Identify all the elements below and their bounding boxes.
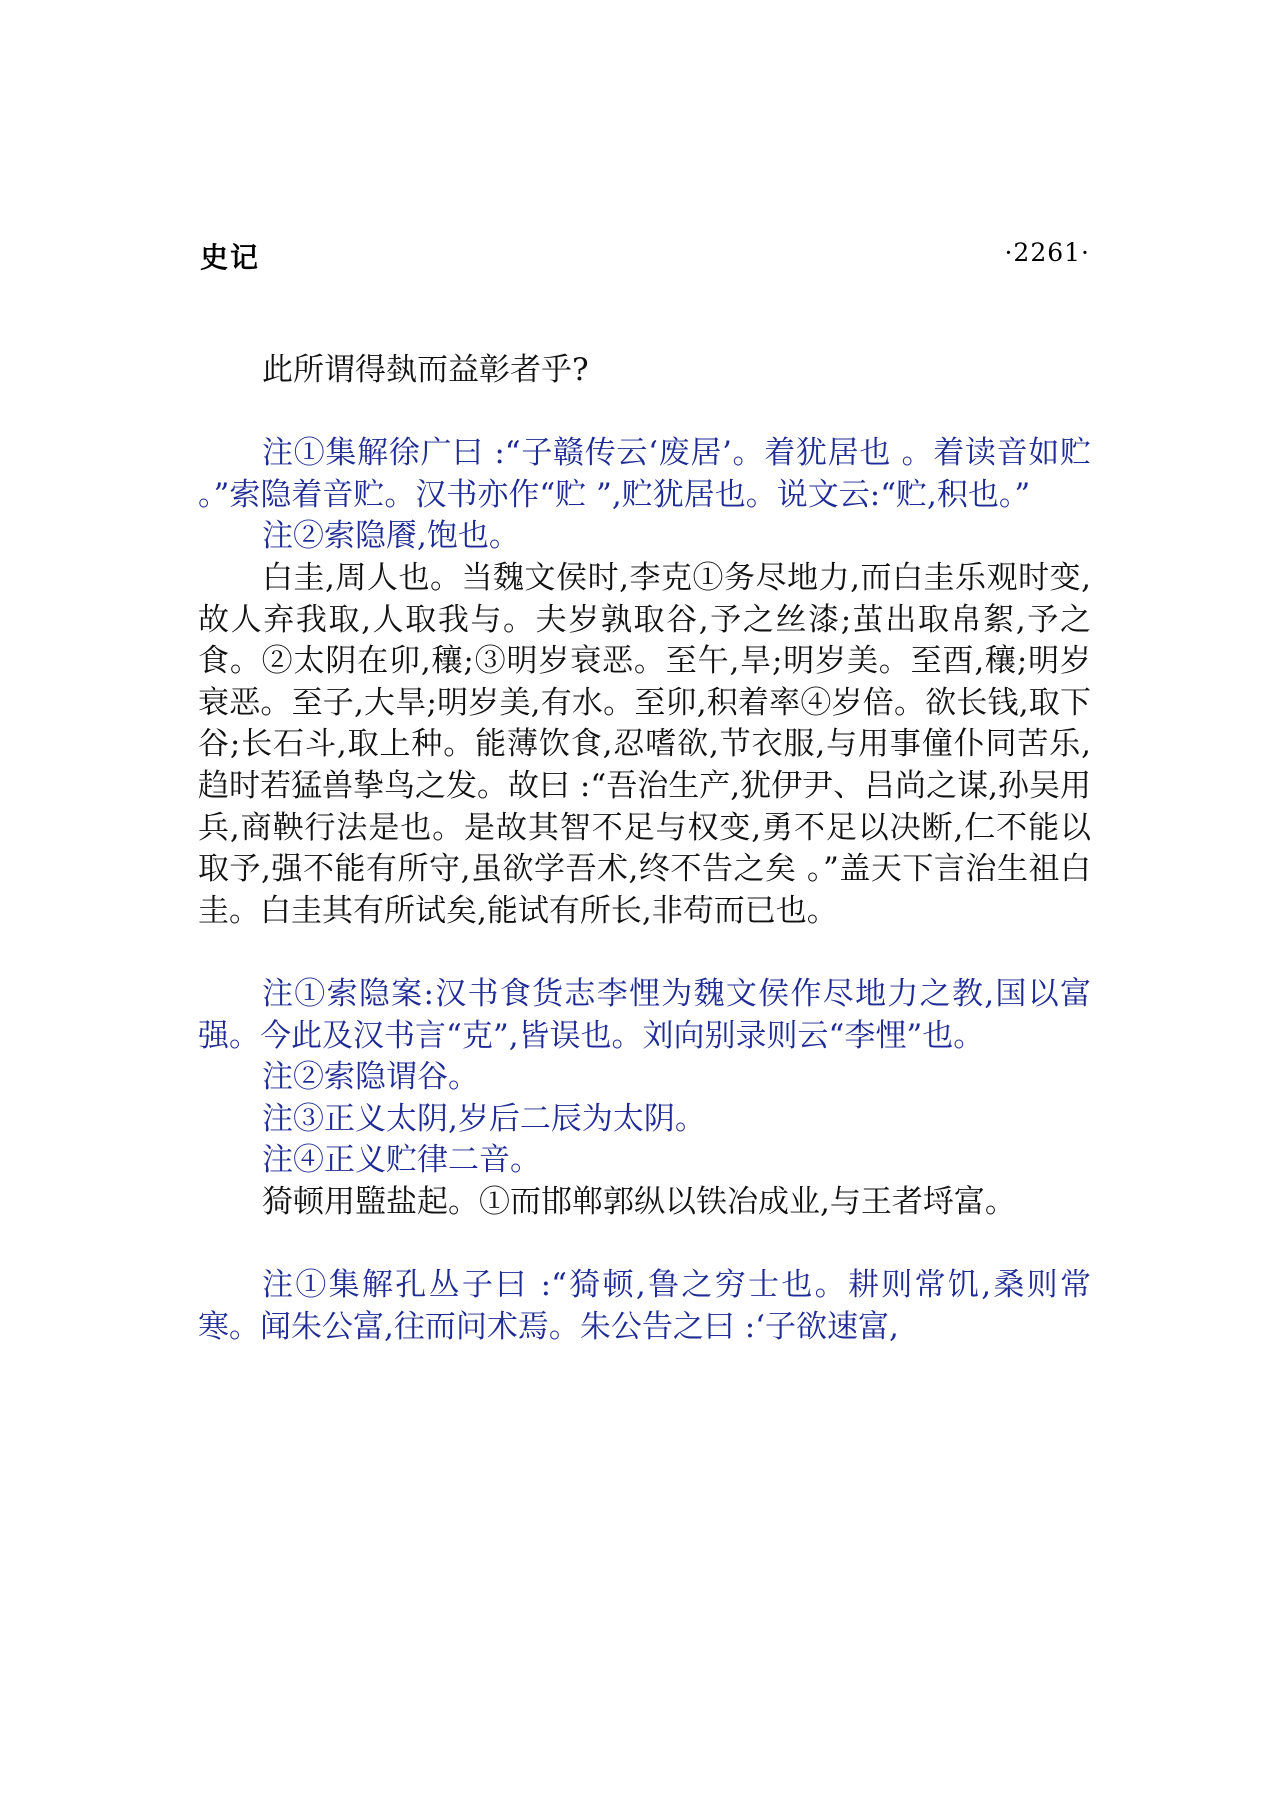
body-paragraph: 白圭,周人也。当魏文侯时,李克①务尽地力,而白圭乐观时变,故人弃我取,人取我与。夫岁孰取谷,予之丝漆;茧出取帛絮,予之食。②太阴在卯,穰;③明岁衰恶。至午,旱;明岁美。至酉,穰;明岁衰恶。至子,大旱;明岁美,有水。至卯,积着率④岁倍。欲长钱,取下谷;长石斗,取上种。能薄饮食,忍嗜欲,节衣服,与用事僮仆同苦乐,趋时若猛兽挚鸟之发。故曰 :“吾治生产,犹伊尹、吕尚之谋,孙吴用兵,商鞅行法是也。是故其智不足与权变,勇不足以决断,仁不能以取予,强不能有所守,虽欲学吾术,终不告之矣 。”盖天下言治生祖白圭。白圭其有所试矣,能试有所长,非苟而已也。: [198, 559, 1091, 929]
book-title: 史记: [200, 241, 261, 274]
page-header: [200, 236, 1090, 280]
annotation-paragraph: 注①集解孔丛子曰 :“猗顿,鲁之穷士也。耕则常饥,桑则常寒。闻朱公富,往而问术焉。朱公告之曰 :‘子欲速富,: [198, 1267, 1091, 1345]
body-paragraph: 猗顿用盬盐起。①而邯郸郭纵以铁冶成业,与王者埒富。: [262, 1183, 1016, 1220]
annotation-paragraph: 注①索隐案:汉书食货志李悝为魏文侯作尽地力之教,国以富强。今此及汉书言“克”,皆误也。刘向别录则云“李悝”也。: [198, 975, 1091, 1054]
annotation-paragraph: 注①集解徐广曰 :“子赣传云‘废居’。着犹居也 。着读音如贮 。”索隐着音贮。汉书亦作“贮 ”,贮犹居也。说文云:“贮,积也。”: [198, 435, 1091, 513]
paragraph-gap: [198, 392, 1091, 434]
paragraph-gap: [198, 1223, 1091, 1265]
annotation-paragraph: 注③正义太阴,岁后二辰为太阴。: [262, 1100, 706, 1137]
paragraph-gap: [198, 932, 1091, 974]
body-paragraph: 此所谓得埶而益彰者乎?: [262, 352, 589, 388]
annotation-paragraph: 注②索隐谓谷。: [262, 1059, 479, 1096]
annotation-paragraph: 注②索隐餍,饱也。: [262, 518, 520, 555]
page-content: [198, 350, 1091, 1348]
annotation-paragraph: 注④正义贮律二音。: [262, 1142, 541, 1179]
page-number: ·2261·: [1004, 238, 1090, 267]
